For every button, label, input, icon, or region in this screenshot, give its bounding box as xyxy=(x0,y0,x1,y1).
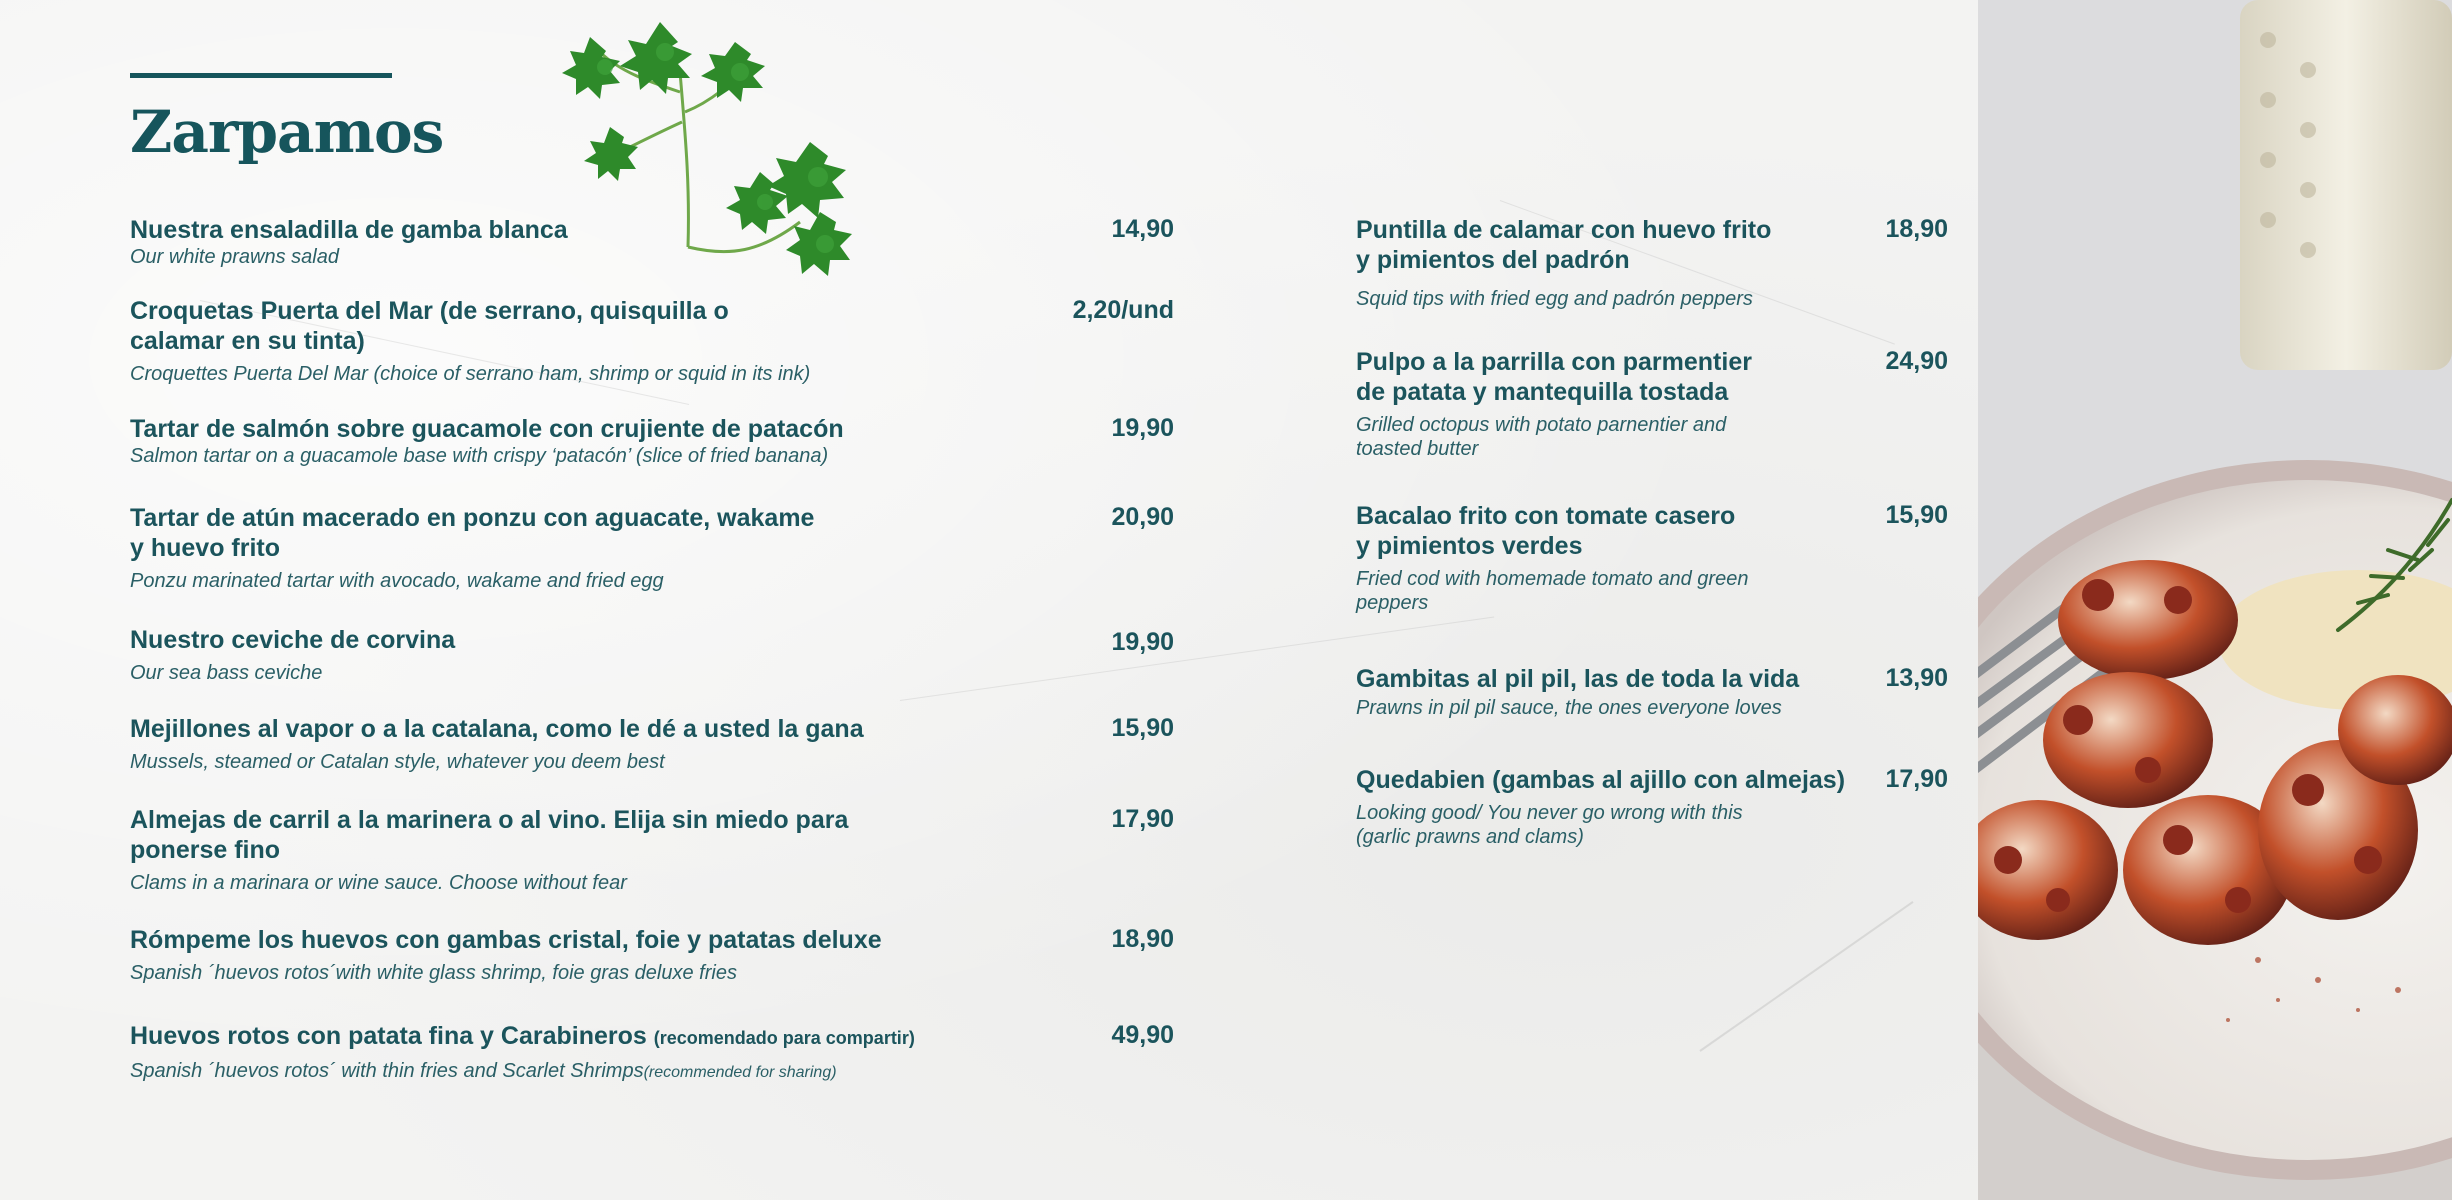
item-description-note: (recommended for sharing) xyxy=(643,1064,837,1081)
item-name: Quedabien (gambas al ajillo con almejas) xyxy=(1356,766,1846,794)
item-name-line2: de patata y mantequilla tostada xyxy=(1356,378,1729,406)
item-description: Croquettes Puerta Del Mar (choice of serrano ham, shrimp or squid in its ink) xyxy=(130,363,811,385)
menu-item xyxy=(130,215,1080,269)
menu-item xyxy=(130,714,1080,774)
item-name: Nuestra ensaladilla de gamba blanca xyxy=(130,216,568,244)
item-name-line2: y pimientos verdes xyxy=(1356,532,1583,560)
item-name-line2: ponerse fino xyxy=(130,836,281,864)
item-name: Tartar de atún macerado en ponzu con aguacate, wakame xyxy=(130,504,815,532)
menu-item xyxy=(130,925,1080,985)
item-description-line2: toasted butter xyxy=(1356,438,1479,460)
item-price: 2,20/und xyxy=(1072,296,1174,324)
item-description: Clams in a marinara or wine sauce. Choose without fear xyxy=(130,872,627,894)
item-description: Spanish ´huevos rotos´ with thin fries and Scarlet Shrimps xyxy=(130,1060,644,1082)
item-price: 18,90 xyxy=(1111,925,1174,953)
item-name: Nuestro ceviche de corvina xyxy=(130,626,456,654)
item-price: 49,90 xyxy=(1111,1021,1174,1049)
item-name: Pulpo a la parrilla con parmentier xyxy=(1356,348,1752,376)
item-price: 18,90 xyxy=(1885,215,1948,243)
section-title: Zarpamos xyxy=(130,98,444,166)
item-price: 14,90 xyxy=(1111,215,1174,243)
marble-crack xyxy=(1699,901,1913,1052)
item-name: Almejas de carril a la marinera o al vino. Elija sin miedo para xyxy=(130,806,849,834)
title-rule xyxy=(130,73,392,78)
item-description: Fried cod with homemade tomato and green xyxy=(1356,568,1749,590)
item-description: Our sea bass ceviche xyxy=(130,662,323,684)
item-price: 17,90 xyxy=(1111,805,1174,833)
item-name: Puntilla de calamar con huevo frito xyxy=(1356,216,1772,244)
item-name-line2: calamar en su tinta) xyxy=(130,327,365,355)
item-price: 17,90 xyxy=(1885,765,1948,793)
menu-item xyxy=(130,414,1080,468)
item-description: Our white prawns salad xyxy=(130,246,339,268)
item-name: Huevos rotos con patata fina y Carabineros xyxy=(130,1022,647,1050)
menu-item xyxy=(130,625,1080,685)
item-price: 15,90 xyxy=(1111,714,1174,742)
item-description: Ponzu marinated tartar with avocado, wakame and fried egg xyxy=(130,570,664,592)
octopus-plate-icon xyxy=(1978,0,2452,1200)
item-description: Looking good/ You never go wrong with this xyxy=(1356,802,1743,824)
item-name-line2: y huevo frito xyxy=(130,534,281,562)
item-price: 24,90 xyxy=(1885,347,1948,375)
item-price: 20,90 xyxy=(1111,503,1174,531)
item-price: 15,90 xyxy=(1885,501,1948,529)
item-description: Grilled octopus with potato parnentier and xyxy=(1356,414,1727,436)
menu-item xyxy=(130,1021,1080,1085)
item-name: Mejillones al vapor o a la catalana, como le dé a usted la gana xyxy=(130,715,864,743)
item-price: 19,90 xyxy=(1111,414,1174,442)
item-description: Mussels, steamed or Catalan style, whatever you deem best xyxy=(130,751,665,773)
item-name: Gambitas al pil pil, las de toda la vida xyxy=(1356,665,1800,693)
item-description-line2: (garlic prawns and clams) xyxy=(1356,826,1584,848)
item-name: Bacalao frito con tomate casero xyxy=(1356,502,1736,530)
item-description: Prawns in pil pil sauce, the ones everyone loves xyxy=(1356,697,1782,719)
food-photo xyxy=(1978,0,2452,1200)
item-description: Squid tips with fried egg and padrón peppers xyxy=(1356,288,1753,310)
item-name-note: (recomendado para compartir) xyxy=(653,1028,915,1048)
menu-item xyxy=(130,296,1080,386)
menu-item xyxy=(130,503,1080,593)
item-name: Rómpeme los huevos con gambas cristal, foie y patatas deluxe xyxy=(130,926,882,954)
item-description-line2: peppers xyxy=(1356,592,1429,614)
item-price: 19,90 xyxy=(1111,628,1174,656)
item-name-line2: y pimientos del padrón xyxy=(1356,246,1630,274)
item-price: 13,90 xyxy=(1885,664,1948,692)
item-description: Spanish ´huevos rotos´with white glass shrimp, foie gras deluxe fries xyxy=(130,962,737,984)
item-description: Salmon tartar on a guacamole base with crispy ‘patacón’ (slice of fried banana) xyxy=(130,445,829,467)
item-name: Croquetas Puerta del Mar (de serrano, quisquilla o xyxy=(130,297,729,325)
menu-item xyxy=(130,805,1080,895)
item-name: Tartar de salmón sobre guacamole con crujiente de patacón xyxy=(130,415,844,443)
